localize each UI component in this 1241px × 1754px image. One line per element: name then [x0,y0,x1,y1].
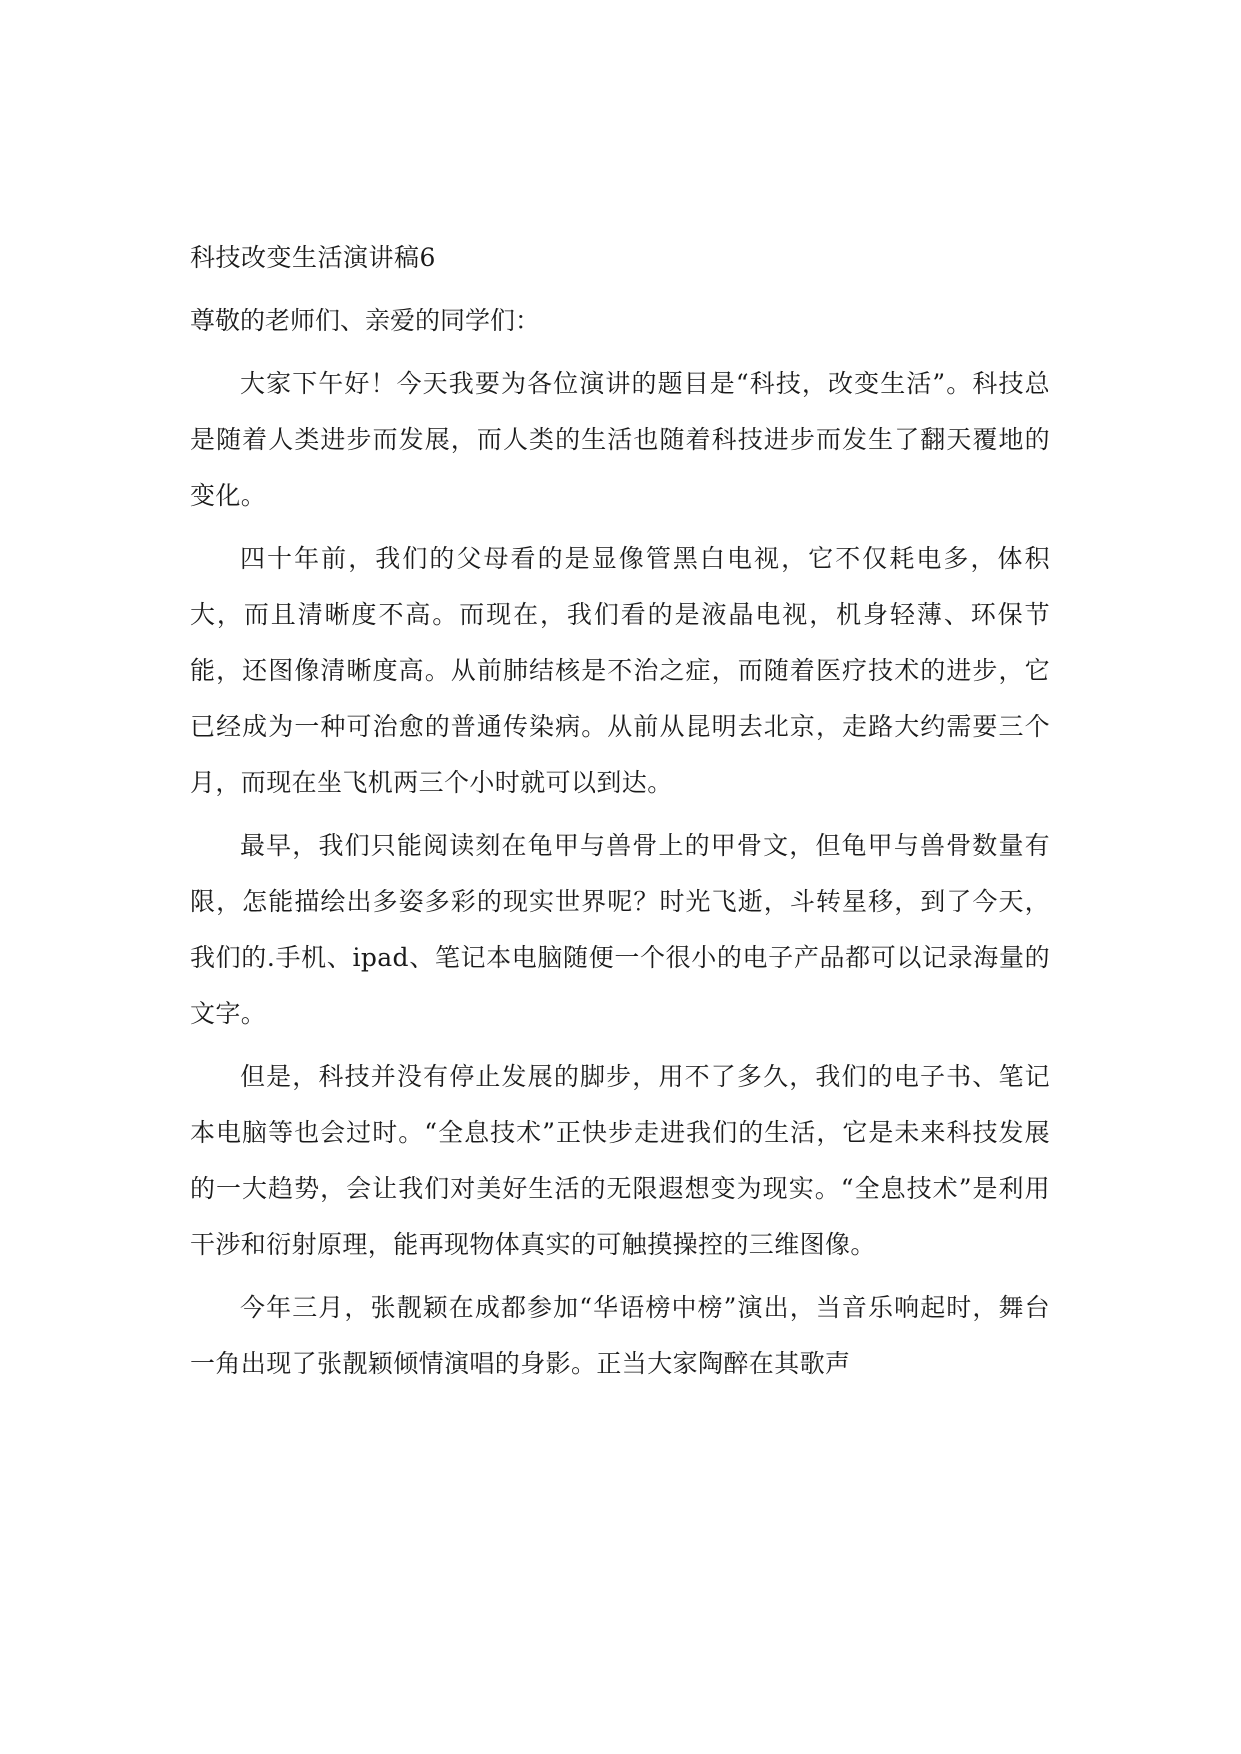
document-title: 科技改变生活演讲稿6 [190,243,436,272]
paragraph-4: 但是，科技并没有停止发展的脚步，用不了多久，我们的电子书、笔记本电脑等也会过时。“全息技术”正快步走进我们的生活，它是未来科技发展的一大趋势，会让我们对美好生活的无限遐想变为现实。“全息技术”是利用干涉和衍射原理，能再现物体真实的可触摸操控的三维图像。 [190,1062,1050,1259]
paragraph-3: 最早，我们只能阅读刻在龟甲与兽骨上的甲骨文，但龟甲与兽骨数量有限，怎能描绘出多姿多彩的现实世界呢？时光飞逝，斗转星移，到了今天，我们的.手机、ipad、笔记本电脑随便一个很小的电子产品都可以记录海量的文字。 [190,831,1050,1028]
paragraph-5: 今年三月，张靓颖在成都参加“华语榜中榜”演出，当音乐响起时，舞台一角出现了张靓颖倾情演唱的身影。正当大家陶醉在其歌声 [190,1293,1050,1378]
paragraph-1: 大家下午好！今天我要为各位演讲的题目是“科技，改变生活”。科技总是随着人类进步而发展，而人类的生活也随着科技进步而发生了翻天覆地的变化。 [190,369,1050,510]
document-body [190,230,1050,1399]
salutation: 尊敬的老师们、亲爱的同学们： [190,306,541,335]
paragraph-2: 四十年前，我们的父母看的是显像管黑白电视，它不仅耗电多，体积大，而且清晰度不高。而现在，我们看的是液晶电视，机身轻薄、环保节能，还图像清晰度高。从前肺结核是不治之症，而随着医疗技术的进步，它已经成为一种可治愈的普通传染病。从前从昆明去北京，走路大约需要三个月，而现在坐飞机两三个小时就可以到达。 [190,544,1050,797]
